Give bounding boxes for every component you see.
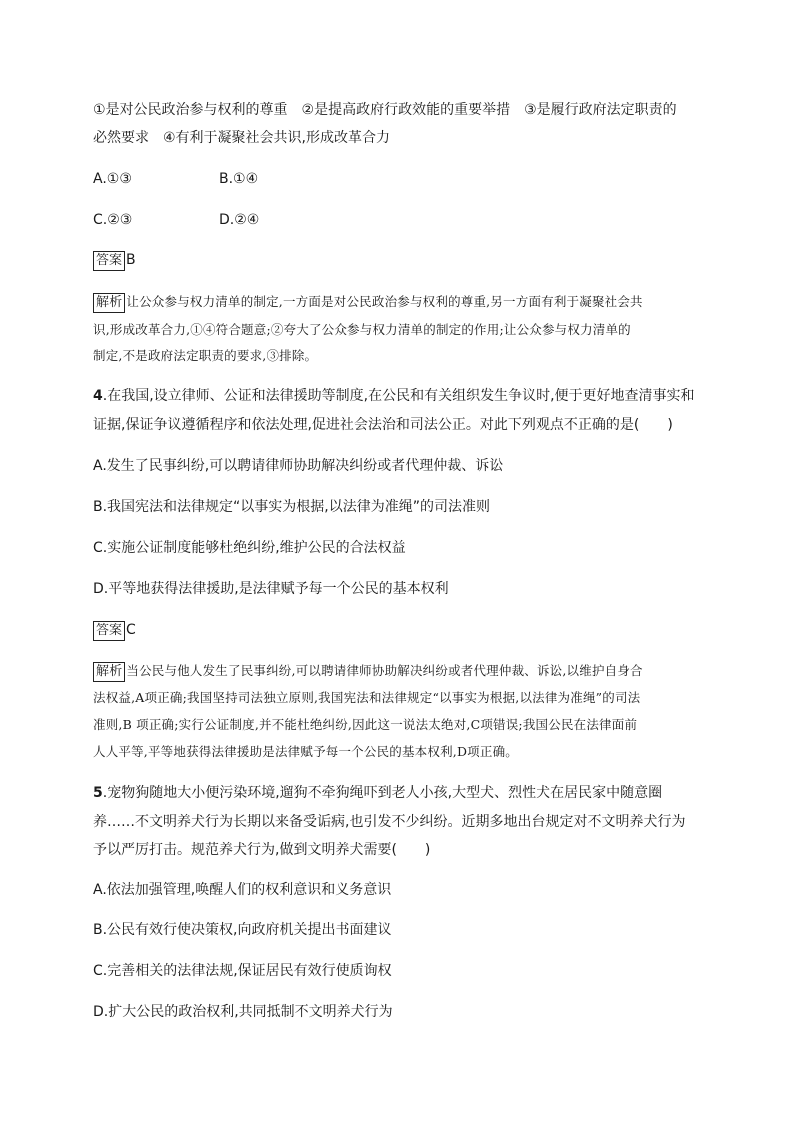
q5-stem-line-2: 养……不文明养犬行为长期以来备受诟病,也引发不少纠纷。近期多地出台规定对不文明养犬行为 <box>93 814 686 830</box>
explanation-tag: 解析 <box>93 662 125 682</box>
q4-explanation-line-4: 人人平等,平等地获得法律援助是法律赋予每一个公民的基本权利,D项正确。 <box>93 744 518 759</box>
q5-number: 5 <box>93 785 103 801</box>
answer-tag: 答案 <box>93 621 125 641</box>
q3-answer <box>93 250 136 271</box>
q4-option-d: D.平等地获得法律援助,是法律赋予每一个公民的基本权利 <box>93 581 449 597</box>
q4-stem-line-1 <box>93 386 695 406</box>
q5-stem-text-1: .宠物狗随地大小便污染环境,遛狗不牵狗绳吓到老人小孩,大型犬、烈性犬在居民家中随意圈 <box>102 785 663 801</box>
q3-explanation-line-2: 识,形成改革合力,①④符合题意;②夸大了公众参与权力清单的制定的作用;让公众参与权力清单的 <box>93 322 631 337</box>
q3-explanation-text-1: 让公众参与权力清单的制定,一方面是对公民政治参与权利的尊重,另一方面有利于凝聚社会共 <box>126 294 643 309</box>
q3-option-a: A.①③ <box>93 171 132 187</box>
q4-stem-line-2: 证据,保证争议遵循程序和依法处理,促进社会法治和司法公正。对此下列观点不正确的是( ) <box>93 417 673 433</box>
q4-option-a: A.发生了民事纠纷,可以聘请律师协助解决纠纷或者代理仲裁、诉讼 <box>93 458 504 474</box>
q4-stem-text-1: .在我国,设立律师、公证和法律援助等制度,在公民和有关组织发生争议时,便于更好地查清事实和 <box>102 388 695 404</box>
q3-option-c: C.②③ <box>93 212 133 228</box>
q3-stem-line-1: ①是对公民政治参与权利的尊重 ②是提高政府行政效能的重要举措 ③是履行政府法定职责的 <box>93 102 677 118</box>
q3-stem-line-2: 必然要求 ④有利于凝聚社会共识,形成改革合力 <box>93 130 390 146</box>
q3-option-d: D.②④ <box>219 212 260 228</box>
q3-option-b: B.①④ <box>219 171 259 187</box>
q3-explanation-line-3: 制定,不是政府法定职责的要求,③排除。 <box>93 348 318 363</box>
answer-tag: 答案 <box>93 251 125 271</box>
q4-answer <box>93 620 136 641</box>
q4-explanation-line-2: 法权益,A项正确;我国坚持司法独立原则,我国宪法和法律规定“以事实为根据,以法律为准绳”的司法 <box>93 690 641 705</box>
q5-stem-line-3: 予以严厉打击。规范养犬行为,做到文明养犬需要( ) <box>93 842 431 858</box>
q5-option-b: B.公民有效行使决策权,向政府机关提出书面建议 <box>93 922 392 938</box>
q5-option-d: D.扩大公民的政治权利,共同抵制不文明养犬行为 <box>93 1004 393 1020</box>
q5-option-c: C.完善相关的法律法规,保证居民有效行使质询权 <box>93 963 392 979</box>
q4-answer-value: C <box>126 622 136 638</box>
q4-option-b: B.我国宪法和法律规定“以事实为根据,以法律为准绳”的司法准则 <box>93 499 491 515</box>
q4-number: 4 <box>93 388 103 404</box>
q4-explanation-line-1 <box>93 661 643 682</box>
q3-explanation-line-1 <box>93 292 643 313</box>
explanation-tag: 解析 <box>93 293 125 313</box>
q5-option-a: A.依法加强管理,唤醒人们的权利意识和义务意识 <box>93 882 392 898</box>
q5-stem-line-1 <box>93 783 662 803</box>
q3-answer-value: B <box>126 252 136 268</box>
q4-explanation-text-1: 当公民与他人发生了民事纠纷,可以聘请律师协助解决纠纷或者代理仲裁、诉讼,以维护自身合 <box>126 663 643 678</box>
q4-explanation-line-3: 准则,B 项正确;实行公证制度,并不能杜绝纠纷,因此这一说法太绝对,C项错误;我国公民在法律面前 <box>93 717 638 732</box>
q4-option-c: C.实施公证制度能够杜绝纠纷,维护公民的合法权益 <box>93 540 406 556</box>
